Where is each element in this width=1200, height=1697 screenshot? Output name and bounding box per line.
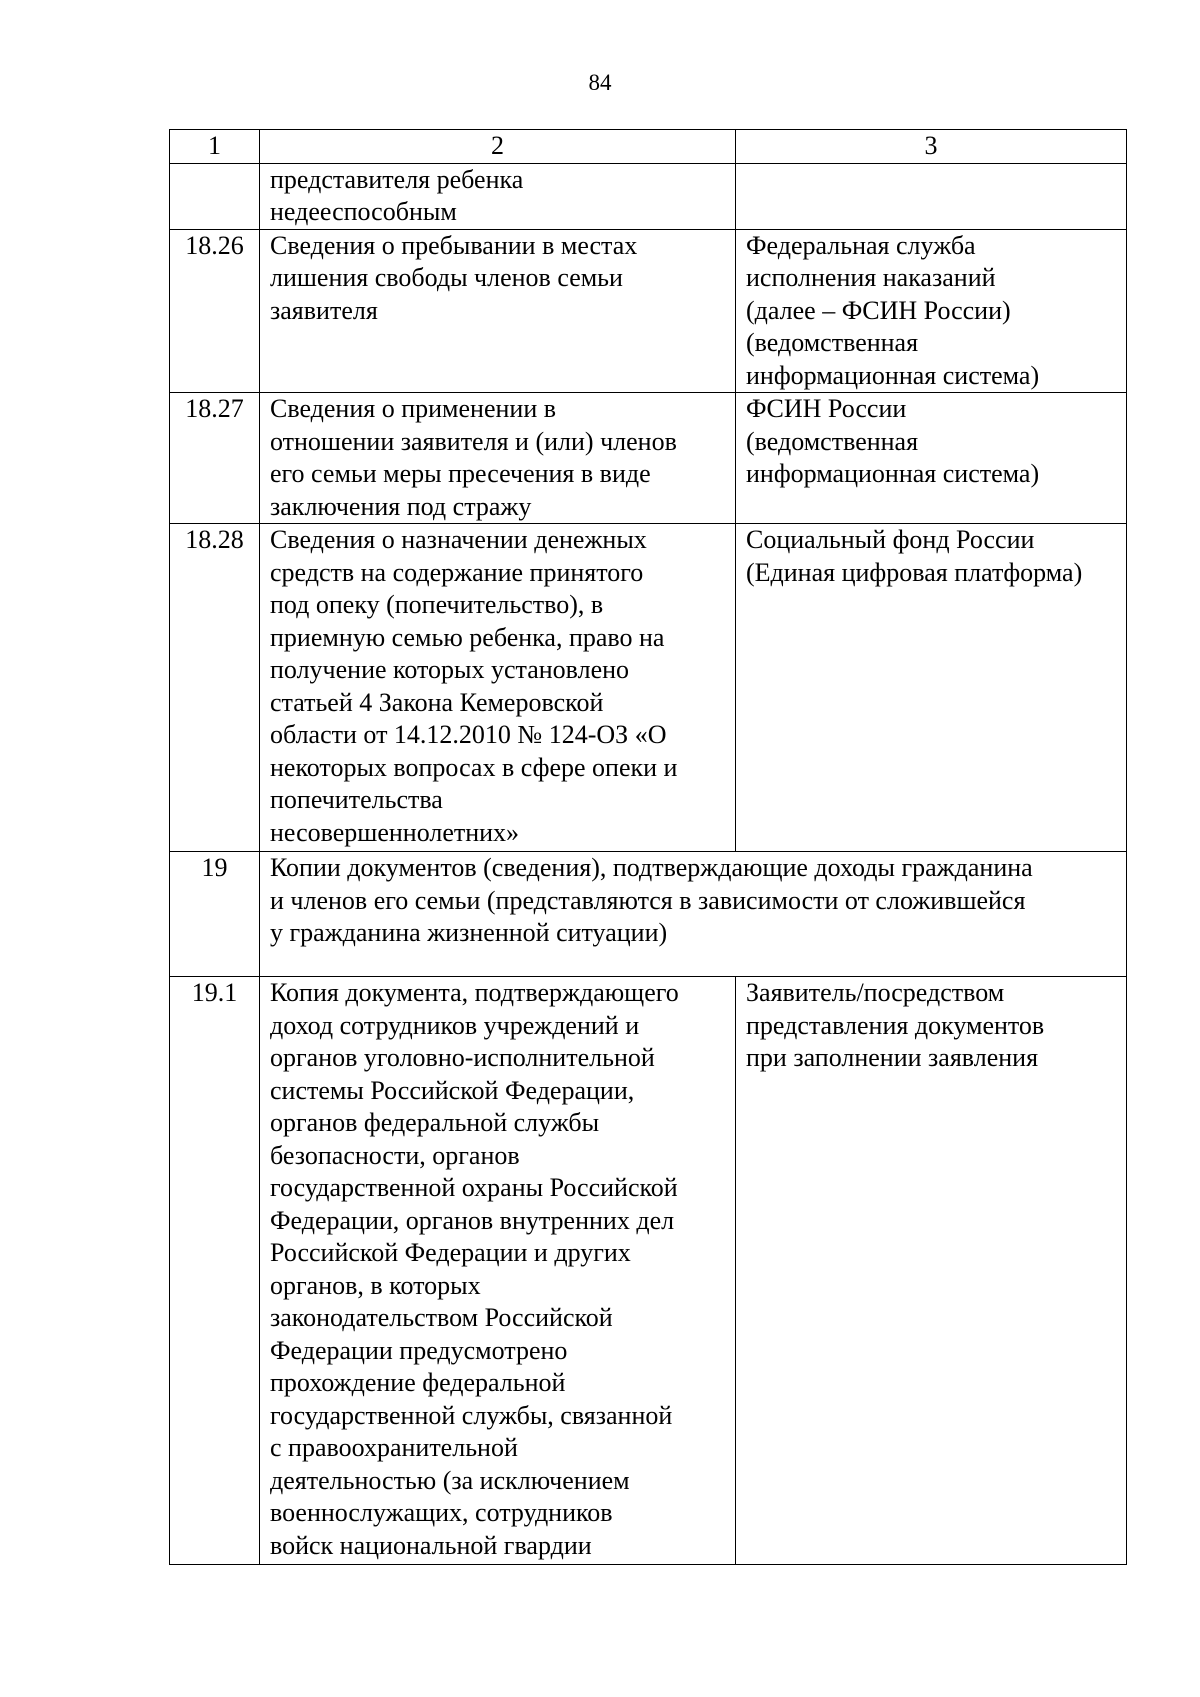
- column-header-2: 2: [260, 130, 736, 164]
- row-number: 19: [170, 852, 260, 977]
- table-row: [170, 393, 1127, 524]
- text-line: лишения свободы членов семьи: [270, 263, 623, 292]
- text-line: Сведения о пребывании в местах: [270, 230, 638, 260]
- text-line: получение которых установлено: [270, 655, 630, 684]
- text-line: некоторых вопросах в сфере опеки и: [270, 752, 678, 782]
- row-description: [260, 229, 736, 393]
- text-line: отношении заявителя и (или) членов: [270, 426, 677, 456]
- row-source: [736, 524, 1127, 852]
- text-line: при заполнении заявления: [746, 1043, 1039, 1072]
- text-line: Копии документов (сведения), подтверждающие доходы гражданина: [270, 853, 1033, 882]
- text-line: информационная система): [746, 360, 1040, 390]
- text-line: Федерации, органов внутренних дел: [270, 1205, 675, 1235]
- text-line: исполнения наказаний: [746, 263, 996, 292]
- text-line: Социальный фонд России: [746, 525, 1035, 554]
- row-source: [736, 229, 1127, 393]
- text-line: (далее – ФСИН России): [746, 295, 1011, 325]
- text-line: представления документов: [746, 1010, 1045, 1040]
- text-line: Копия документа, подтверждающего: [270, 978, 679, 1007]
- row-section-heading: [260, 852, 1127, 977]
- row-number: 18.26: [170, 229, 260, 393]
- text-line: (ведомственная: [746, 328, 919, 357]
- row-description: [260, 524, 736, 852]
- text-line: Заявитель/посредством: [746, 978, 1005, 1007]
- text-line: органов уголовно-исполнительной: [270, 1043, 655, 1072]
- text-line: государственной охраны Российской: [270, 1173, 678, 1202]
- text-line: Российской Федерации и других: [270, 1238, 631, 1267]
- text-line: заявителя: [270, 295, 378, 325]
- text-line: представителя ребенка: [270, 164, 524, 194]
- text-line: под опеку (попечительство), в: [270, 590, 604, 619]
- row-source: [736, 977, 1127, 1565]
- text-line: недееспособным: [270, 197, 457, 226]
- table-row: [170, 229, 1127, 393]
- page-number: 84: [588, 70, 612, 95]
- table-row: [170, 163, 1127, 229]
- row-number: 19.1: [170, 977, 260, 1565]
- requirements-table: [169, 129, 1127, 1565]
- row-number: 18.27: [170, 393, 260, 524]
- text-line: Федерации предусмотрено: [270, 1335, 568, 1365]
- text-line: и членов его семьи (представляются в зависимости от сложившейся: [270, 885, 1026, 915]
- text-line: системы Российской Федерации,: [270, 1075, 635, 1105]
- row-number: [170, 163, 260, 229]
- text-line: военнослужащих, сотрудников: [270, 1498, 613, 1527]
- text-line: несовершеннолетних»: [270, 817, 520, 847]
- text-line: Сведения о назначении денежных: [270, 525, 647, 554]
- text-line: деятельностью (за исключением: [270, 1465, 630, 1495]
- text-line: Сведения о применении в: [270, 394, 557, 423]
- text-line: области от 14.12.2010 № 124-ОЗ «О: [270, 720, 667, 749]
- table-row: [170, 977, 1127, 1565]
- text-line: статьей 4 Закона Кемеровской: [270, 687, 604, 717]
- table-header-row: [170, 130, 1127, 164]
- text-line: приемную семью ребенка, право на: [270, 622, 665, 652]
- text-line: (Единая цифровая платформа): [746, 557, 1083, 587]
- table-row: [170, 524, 1127, 852]
- text-line: у гражданина жизненной ситуации): [270, 918, 668, 947]
- text-line: органов федеральной службы: [270, 1108, 600, 1137]
- text-line: информационная система): [746, 459, 1040, 488]
- row-description: [260, 977, 736, 1565]
- text-line: Федеральная служба: [746, 230, 976, 260]
- text-line: заключения под стражу: [270, 491, 532, 521]
- row-source: [736, 393, 1127, 524]
- column-header-1: 1: [170, 130, 260, 164]
- column-header-3: 3: [736, 130, 1127, 164]
- text-line: (ведомственная: [746, 426, 919, 456]
- row-description: [260, 163, 736, 229]
- row-number: 18.28: [170, 524, 260, 852]
- text-line: попечительства: [270, 785, 443, 814]
- text-line: войск национальной гвардии: [270, 1530, 592, 1560]
- text-line: средств на содержание принятого: [270, 557, 644, 587]
- text-line: органов, в которых: [270, 1270, 481, 1300]
- text-line: прохождение федеральной: [270, 1368, 566, 1397]
- row-description: [260, 393, 736, 524]
- text-line: доход сотрудников учреждений и: [270, 1010, 640, 1040]
- text-line: государственной службы, связанной: [270, 1400, 673, 1430]
- text-line: с правоохранительной: [270, 1433, 518, 1462]
- text-line: безопасности, органов: [270, 1140, 520, 1170]
- text-line: ФСИН России: [746, 394, 907, 423]
- table-row: [170, 852, 1127, 977]
- text-line: законодательством Российской: [270, 1303, 613, 1332]
- text-line: его семьи меры пресечения в виде: [270, 459, 651, 488]
- row-source: [736, 163, 1127, 229]
